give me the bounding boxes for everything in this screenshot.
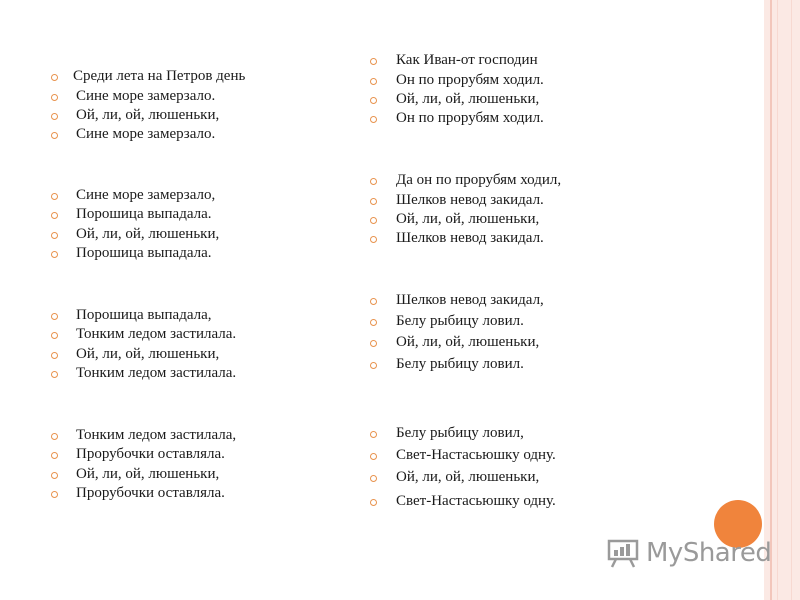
right-lyric-line: Ой, ли, ой, люшеньки, bbox=[396, 211, 540, 227]
bullet-icon bbox=[370, 217, 377, 224]
bullet-icon bbox=[370, 178, 377, 185]
right-lyric-line: Свет-Настасьюшку одну. bbox=[396, 493, 556, 509]
bullet-icon bbox=[51, 232, 58, 239]
bullet-icon bbox=[51, 94, 58, 101]
bullet-icon bbox=[370, 362, 377, 369]
bullet-icon bbox=[370, 298, 377, 305]
border-line bbox=[770, 0, 772, 600]
left-lyric-line: Сине море замерзало, bbox=[76, 187, 216, 203]
bullet-icon bbox=[370, 319, 377, 326]
logo-text: MyShared bbox=[646, 538, 772, 568]
myshared-logo bbox=[606, 537, 771, 569]
bullet-icon bbox=[370, 78, 377, 85]
left-lyric-line: Ой, ли, ой, люшеньки, bbox=[76, 466, 220, 482]
bullet-icon bbox=[370, 475, 377, 482]
bullet-icon bbox=[51, 491, 58, 498]
right-lyric-line: Белу рыбицу ловил, bbox=[396, 425, 524, 441]
bullet-icon bbox=[370, 58, 377, 65]
presentation-board-icon bbox=[606, 538, 642, 568]
right-lyric-line: Как Иван-от господин bbox=[396, 52, 538, 68]
right-lyric-line: Свет-Настасьюшку одну. bbox=[396, 447, 556, 463]
right-lyric-line: Шелков невод закидал. bbox=[396, 230, 544, 246]
bullet-icon bbox=[370, 116, 377, 123]
bullet-icon bbox=[51, 371, 58, 378]
bullet-icon bbox=[370, 236, 377, 243]
bullet-icon bbox=[370, 97, 377, 104]
bullet-icon bbox=[51, 193, 58, 200]
bullet-icon bbox=[51, 313, 58, 320]
left-lyric-line: Ой, ли, ой, люшеньки, bbox=[76, 346, 220, 362]
bullet-icon bbox=[370, 453, 377, 460]
left-lyric-line: Прорубочки оставляла. bbox=[76, 485, 225, 501]
bullet-icon bbox=[51, 113, 58, 120]
right-lyric-line: Да он по прорубям ходил, bbox=[396, 172, 562, 188]
right-lyric-line: Шелков невод закидал. bbox=[396, 192, 544, 208]
left-lyric-line: Ой, ли, ой, люшеньки, bbox=[76, 226, 220, 242]
bullet-icon bbox=[51, 74, 58, 81]
right-lyric-line: Ой, ли, ой, люшеньки, bbox=[396, 334, 540, 350]
border-line bbox=[777, 0, 778, 600]
right-lyric-line: Он по прорубям ходил. bbox=[396, 110, 544, 126]
left-lyric-line: Порошица выпадала. bbox=[76, 206, 212, 222]
left-lyric-line: Среди лета на Петров день bbox=[73, 68, 246, 84]
left-lyric-line: Прорубочки оставляла. bbox=[76, 446, 225, 462]
left-lyric-line: Тонким ледом застилала. bbox=[76, 365, 237, 381]
right-lyric-line: Шелков невод закидал, bbox=[396, 292, 544, 308]
left-lyric-line: Тонким ледом застилала, bbox=[76, 427, 237, 443]
bullet-icon bbox=[51, 452, 58, 459]
bullet-icon bbox=[51, 251, 58, 258]
bullet-icon bbox=[51, 332, 58, 339]
border-line bbox=[791, 0, 792, 600]
bullet-icon bbox=[51, 472, 58, 479]
left-lyric-line: Тонким ледом застилала. bbox=[76, 326, 237, 342]
bullet-icon bbox=[51, 433, 58, 440]
bullet-icon bbox=[370, 198, 377, 205]
bullet-icon bbox=[51, 212, 58, 219]
bullet-icon bbox=[370, 340, 377, 347]
bullet-icon bbox=[51, 352, 58, 359]
right-lyric-line: Белу рыбицу ловил. bbox=[396, 356, 524, 372]
left-lyric-line: Сине море замерзало. bbox=[76, 88, 216, 104]
left-lyric-line: Ой, ли, ой, люшеньки, bbox=[76, 107, 220, 123]
bullet-icon bbox=[51, 132, 58, 139]
right-lyric-line: Ой, ли, ой, люшеньки, bbox=[396, 91, 540, 107]
bullet-icon bbox=[370, 499, 377, 506]
bullet-icon bbox=[370, 431, 377, 438]
left-lyric-line: Порошица выпадала. bbox=[76, 245, 212, 261]
left-lyric-line: Сине море замерзало. bbox=[76, 126, 216, 142]
left-lyric-line: Порошица выпадала, bbox=[76, 307, 212, 323]
right-lyric-line: Он по прорубям ходил. bbox=[396, 72, 544, 88]
right-lyric-line: Белу рыбицу ловил. bbox=[396, 313, 524, 329]
right-lyric-line: Ой, ли, ой, люшеньки, bbox=[396, 469, 540, 485]
